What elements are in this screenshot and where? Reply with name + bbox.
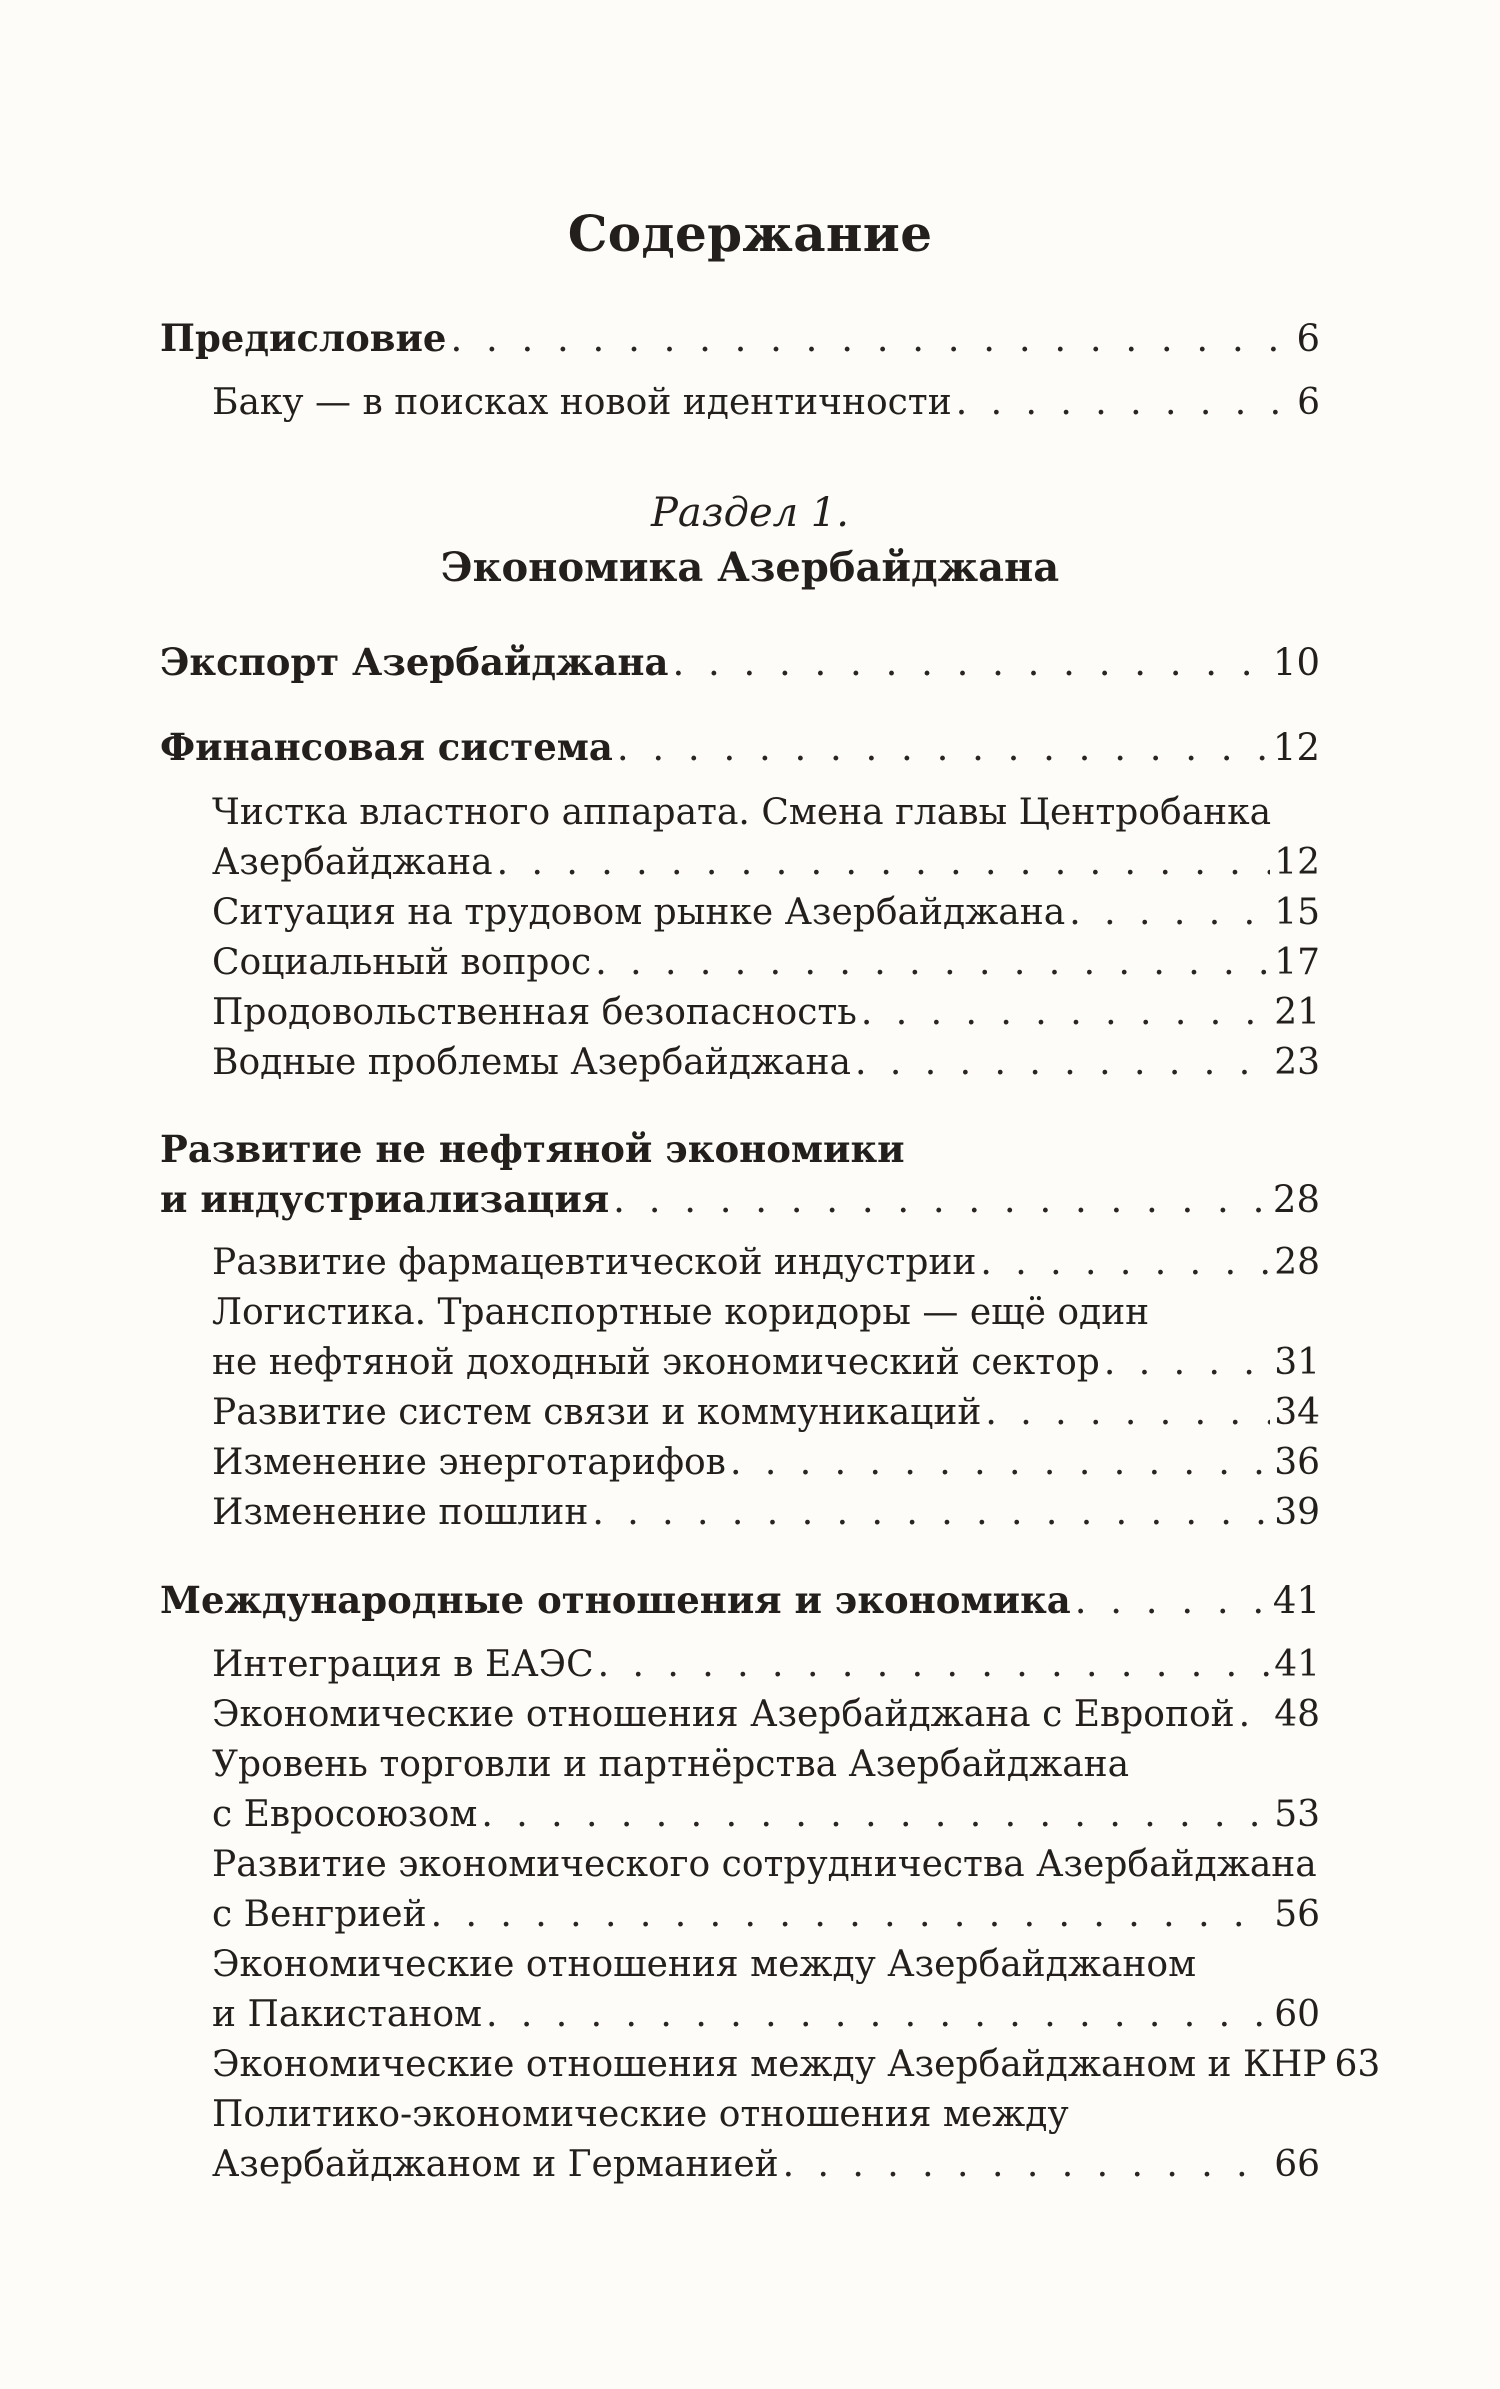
dot-leader <box>985 1388 1270 1438</box>
toc-entry-baku[interactable] <box>160 378 1320 428</box>
page-number: 41 <box>1272 1579 1320 1622</box>
page-number: 48 <box>1274 1694 1320 1735</box>
toc-entry-europe[interactable] <box>160 1690 1320 1740</box>
page-number: 56 <box>1274 1894 1320 1935</box>
dot-leader <box>730 1438 1270 1488</box>
page-number: 66 <box>1274 2144 1320 2185</box>
entry-label: Экономические отношения Азербайджана с Европой <box>212 1694 1235 1735</box>
entry-label-line1: Политико-экономические отношения между <box>212 2094 1069 2135</box>
entry-label: и индустриализация <box>160 1177 610 1221</box>
page-number: 41 <box>1274 1644 1320 1685</box>
entry-label: и Пакистаном <box>212 1994 482 2035</box>
entry-label: Развитие систем связи и коммуникаций <box>212 1392 982 1433</box>
toc-entry-eaeu[interactable] <box>160 1640 1320 1690</box>
dot-leader <box>592 1488 1270 1538</box>
toc-entry-water[interactable] <box>160 1038 1320 1088</box>
entry-label: Баку — в поисках новой идентичности <box>212 382 952 423</box>
dot-leader <box>956 378 1293 428</box>
toc-entry-china[interactable] <box>160 2040 1381 2090</box>
entry-label-line1: Развитие не нефтяной экономики <box>160 1127 905 1171</box>
entry-label-line1: Уровень торговли и партнёрства Азербайджана <box>212 1744 1130 1785</box>
page-number: 10 <box>1272 641 1320 684</box>
page-number: 39 <box>1274 1492 1320 1533</box>
dot-leader <box>497 838 1271 888</box>
dot-leader <box>1104 1338 1270 1388</box>
dot-leader <box>783 2140 1271 2190</box>
entry-label-line1: Развитие экономического сотрудничества Азербайджана <box>212 1844 1317 1885</box>
page-number: 23 <box>1274 1042 1320 1083</box>
page-title: Содержание <box>567 203 933 263</box>
page-number: 15 <box>1274 892 1320 933</box>
toc-entry-logistics[interactable] <box>160 1288 1320 1388</box>
page-number: 53 <box>1274 1794 1320 1835</box>
entry-label: Азербайджаном и Германией <box>212 2144 779 2185</box>
entry-label: не нефтяной доходный экономический сектор <box>212 1342 1100 1383</box>
entry-label: Международные отношения и экономика <box>160 1578 1071 1622</box>
page-number: 36 <box>1274 1442 1320 1483</box>
entry-label-line1: Экономические отношения между Азербайджаном <box>212 1944 1197 1985</box>
toc-entry-social[interactable] <box>160 938 1320 988</box>
entry-label: Экспорт Азербайджана <box>160 640 669 684</box>
entry-label: с Венгрией <box>212 1894 427 1935</box>
toc-entry-hungary[interactable] <box>160 1840 1320 1940</box>
page-number: 17 <box>1274 942 1320 983</box>
entry-label-line1: Логистика. Транспортные коридоры — ещё один <box>212 1292 1150 1333</box>
page-number: 63 <box>1334 2044 1381 2085</box>
toc-entry-intl[interactable] <box>160 1575 1320 1625</box>
page-number: 21 <box>1274 992 1320 1033</box>
dot-leader <box>855 1038 1270 1088</box>
page-number: 28 <box>1274 1242 1320 1283</box>
page-number: 12 <box>1272 726 1320 769</box>
toc-entry-central-bank[interactable] <box>160 788 1320 888</box>
dot-leader <box>1075 1576 1269 1626</box>
toc-entry-finance[interactable] <box>160 722 1320 772</box>
entry-label: Ситуация на трудовом рынке Азербайджана <box>212 892 1066 933</box>
page-number: 12 <box>1274 842 1320 883</box>
page-number: 6 <box>1297 382 1320 423</box>
toc-entry-germany[interactable] <box>160 2090 1320 2190</box>
dot-leader <box>613 1175 1269 1225</box>
section-title: Экономика Азербайджана <box>440 544 1060 591</box>
page-number: 31 <box>1274 1342 1320 1383</box>
dot-leader <box>672 638 1268 688</box>
page-number: 34 <box>1274 1392 1320 1433</box>
dot-leader <box>481 1790 1270 1840</box>
entry-label: Изменение пошлин <box>212 1492 589 1533</box>
toc-entry-export[interactable] <box>160 637 1320 687</box>
entry-label: с Евросоюзом <box>212 1794 478 1835</box>
toc-entry-pakistan[interactable] <box>160 1940 1320 2040</box>
dot-leader <box>861 988 1270 1038</box>
toc-entry-food-security[interactable] <box>160 988 1320 1038</box>
entry-label: Развитие фармацевтической индустрии <box>212 1242 977 1283</box>
page-number: 28 <box>1272 1178 1320 1221</box>
dot-leader <box>1069 888 1270 938</box>
entry-label: Водные проблемы Азербайджана <box>212 1042 851 1083</box>
dot-leader <box>980 1238 1270 1288</box>
entry-label: Социальный вопрос <box>212 942 592 983</box>
entry-label: Продовольственная безопасность <box>212 992 857 1033</box>
entry-label: Изменение энерготарифов <box>212 1442 726 1483</box>
entry-label: Экономические отношения между Азербайджаном и КНР <box>212 2044 1327 2085</box>
toc-entry-pharma[interactable] <box>160 1238 1320 1288</box>
dot-leader <box>486 1990 1270 2040</box>
dot-leader <box>450 314 1292 364</box>
toc-entry-preface[interactable] <box>160 313 1320 363</box>
toc-entry-nonoil[interactable] <box>160 1124 1320 1224</box>
dot-leader <box>1239 1690 1271 1740</box>
dot-leader <box>431 1890 1271 1940</box>
page-number: 60 <box>1274 1994 1320 2035</box>
page-number: 6 <box>1296 317 1320 360</box>
toc-entry-energy-tariffs[interactable] <box>160 1438 1320 1488</box>
entry-label-line1: Чистка властного аппарата. Смена главы Центробанка <box>212 792 1272 833</box>
toc-entry-communications[interactable] <box>160 1388 1320 1438</box>
toc-entry-eu-trade[interactable] <box>160 1740 1320 1840</box>
section-label: Раздел 1. <box>651 490 849 536</box>
entry-label: Финансовая система <box>160 725 613 769</box>
toc-entry-labor-market[interactable] <box>160 888 1320 938</box>
dot-leader <box>617 723 1269 773</box>
entry-label: Интеграция в ЕАЭС <box>212 1644 594 1685</box>
entry-label: Предисловие <box>160 316 447 360</box>
toc-entry-duties[interactable] <box>160 1488 1320 1538</box>
dot-leader <box>595 938 1270 988</box>
entry-label: Азербайджана <box>212 842 493 883</box>
dot-leader <box>598 1640 1271 1690</box>
